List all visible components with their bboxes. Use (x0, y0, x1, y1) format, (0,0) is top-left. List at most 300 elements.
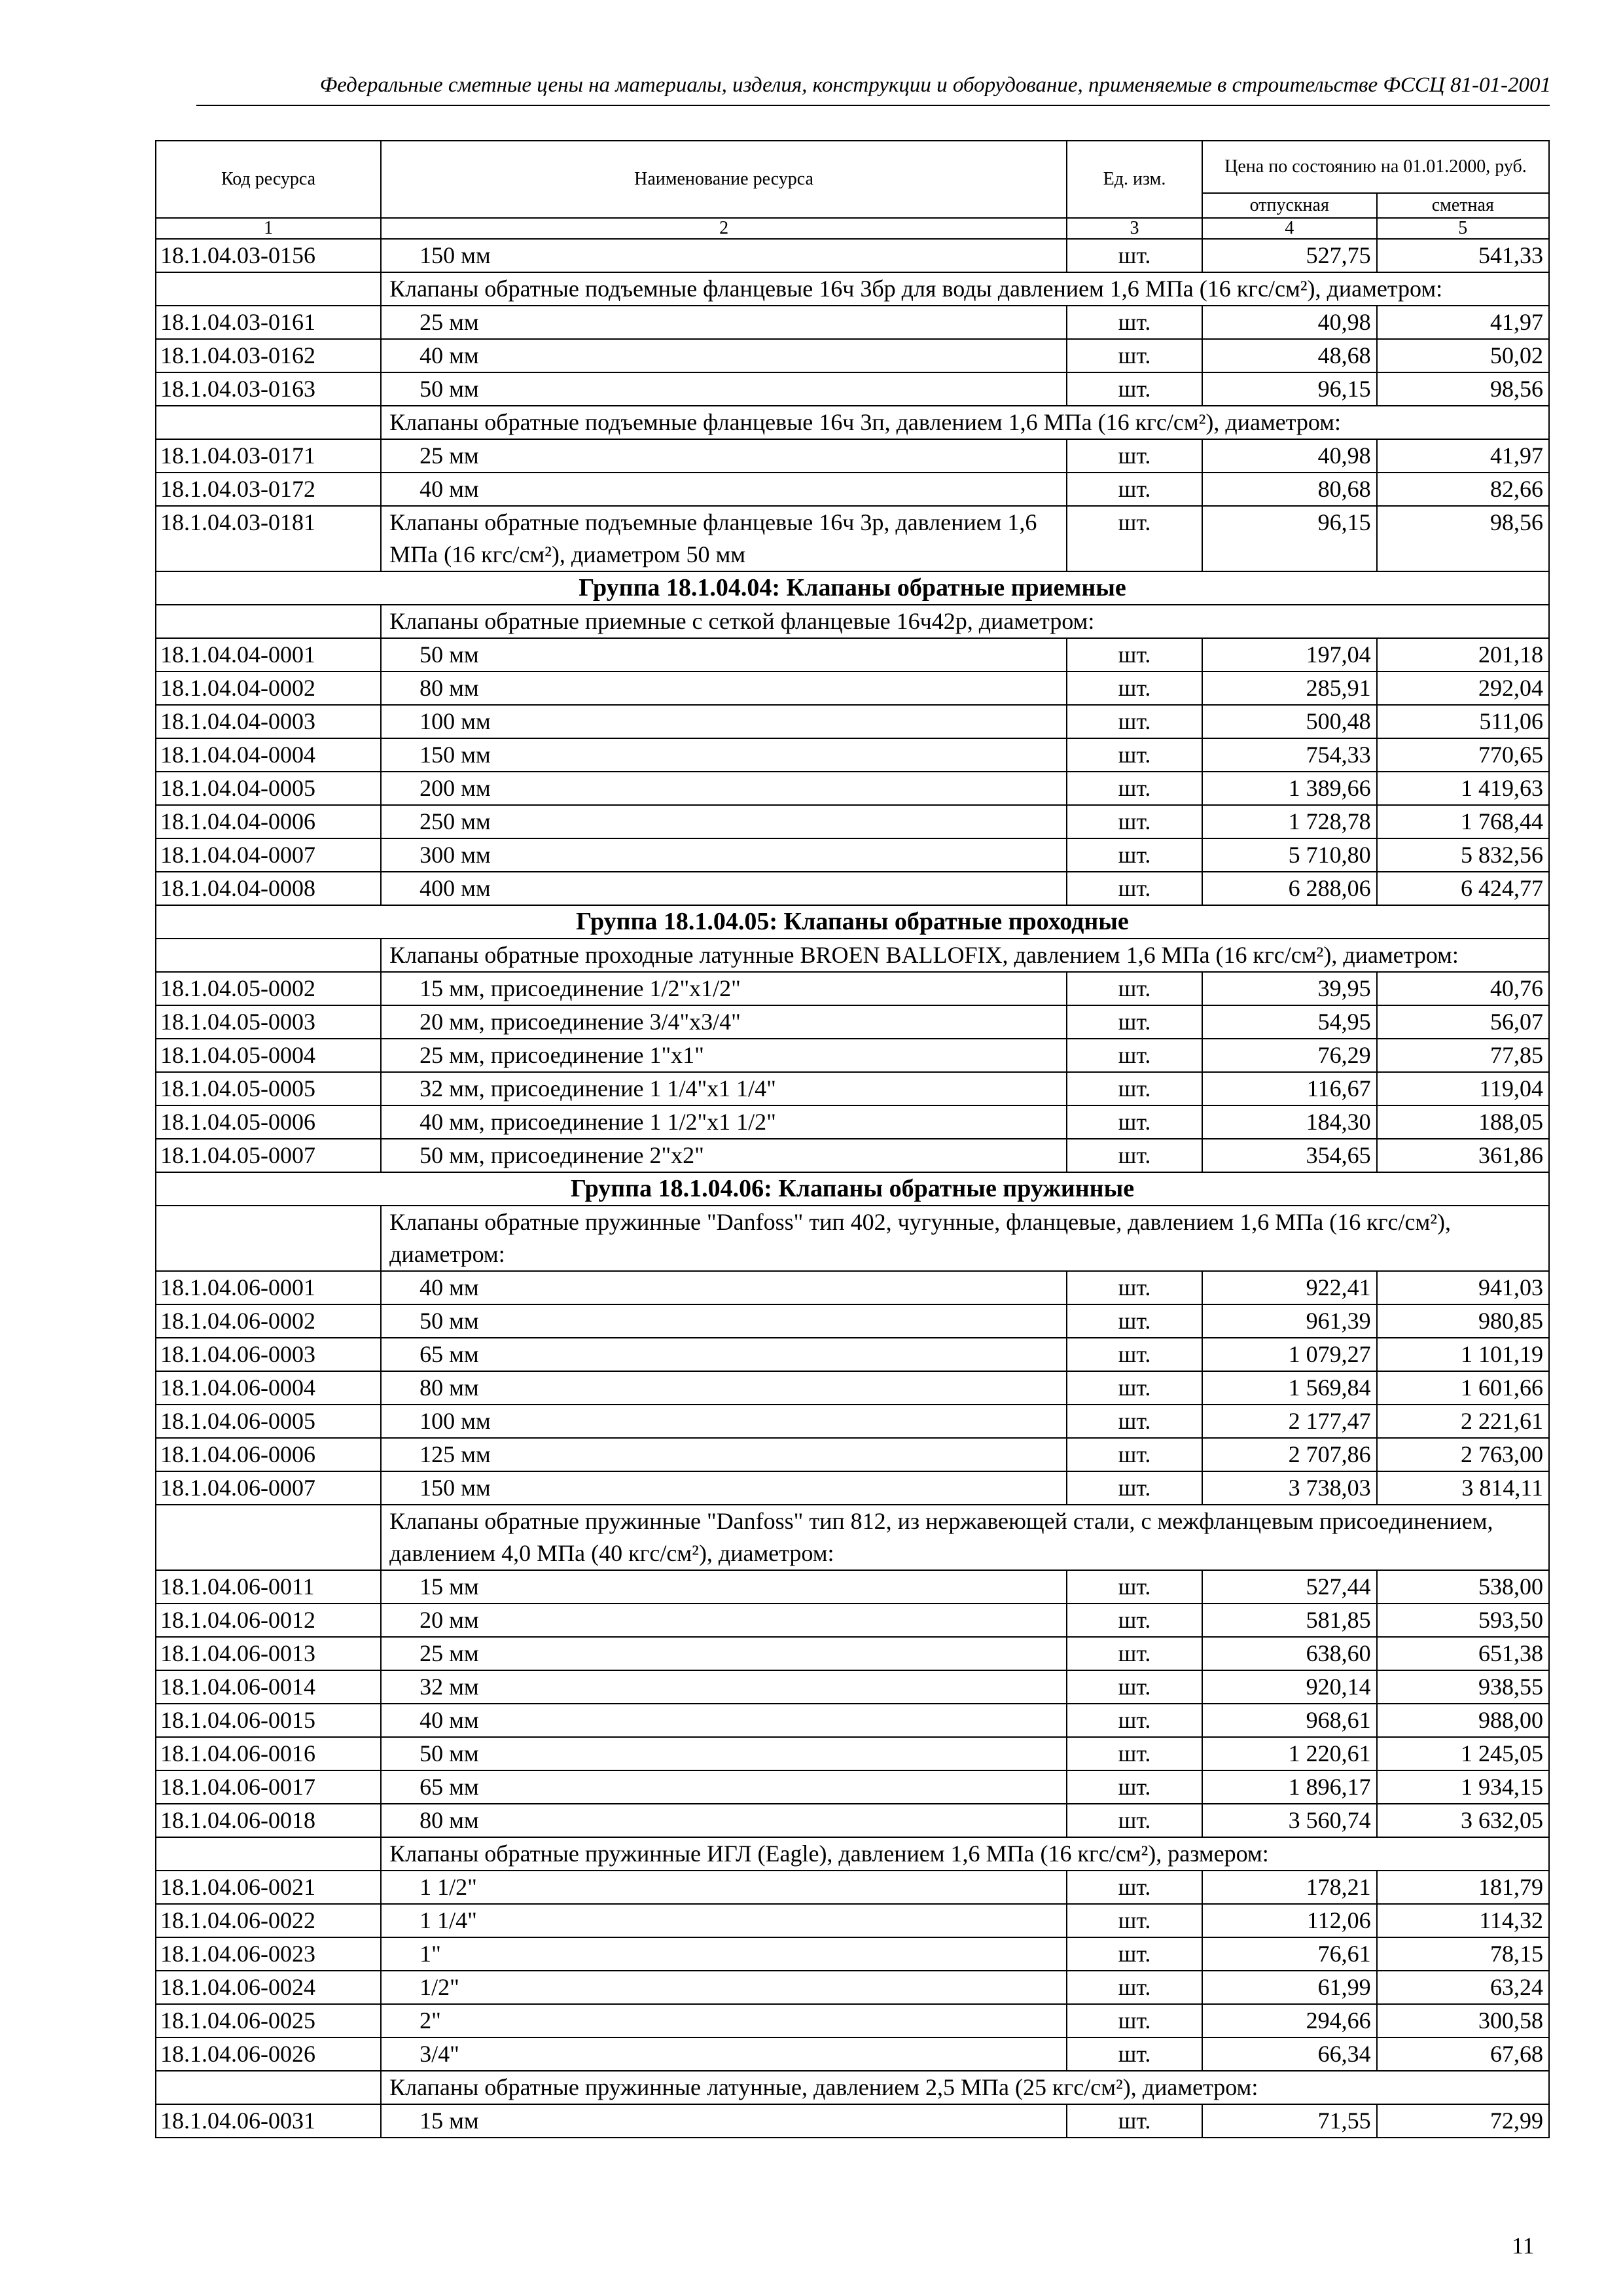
release-price: 40,98 (1202, 306, 1377, 339)
table-row (156, 306, 1549, 339)
resource-name: 15 мм (381, 1570, 1067, 1604)
subheading-text: Клапаны обратные пружинные "Danfoss" тип 402, чугунные, фланцевые, давлением 1,6 МПа (16 кгс/см²), диаметром: (381, 1206, 1549, 1271)
unit: шт. (1067, 1604, 1202, 1637)
estimate-price: 980,85 (1377, 1304, 1549, 1338)
release-price: 1 896,17 (1202, 1770, 1377, 1804)
resource-name: 40 мм, присоединение 1 1/2"x1 1/2" (381, 1105, 1067, 1139)
table-body (156, 239, 1549, 2138)
col-header-release: отпускная (1202, 193, 1377, 218)
subheading-text: Клапаны обратные подъемные фланцевые 16ч 3бр для воды давлением 1,6 МПа (16 кгс/см²), диаметром: (381, 272, 1549, 306)
unit: шт. (1067, 805, 1202, 838)
table-row (156, 1604, 1549, 1637)
table-row (156, 339, 1549, 372)
unit: шт. (1067, 1139, 1202, 1172)
estimate-price: 6 424,77 (1377, 872, 1549, 905)
release-price: 3 738,03 (1202, 1471, 1377, 1505)
unit: шт. (1067, 1704, 1202, 1737)
release-price: 39,95 (1202, 972, 1377, 1005)
col-header-price: Цена по состоянию на 01.01.2000, руб. (1202, 141, 1549, 193)
table-row (156, 1005, 1549, 1039)
unit: шт. (1067, 672, 1202, 705)
release-price: 294,66 (1202, 2004, 1377, 2037)
resource-code: 18.1.04.06-0026 (156, 2037, 381, 2071)
estimate-price: 2 763,00 (1377, 1438, 1549, 1471)
resource-name: 40 мм (381, 1271, 1067, 1304)
resource-name: 20 мм, присоединение 3/4"x3/4" (381, 1005, 1067, 1039)
release-price: 754,33 (1202, 738, 1377, 772)
resource-code: 18.1.04.06-0025 (156, 2004, 381, 2037)
subheading-row (156, 1837, 1549, 1871)
resource-code: 18.1.04.04-0003 (156, 705, 381, 738)
unit: шт. (1067, 1105, 1202, 1139)
resource-name: 50 мм, присоединение 2"x2" (381, 1139, 1067, 1172)
table-header-row (156, 141, 1549, 193)
estimate-price: 40,76 (1377, 972, 1549, 1005)
unit: шт. (1067, 1438, 1202, 1471)
release-price: 968,61 (1202, 1704, 1377, 1737)
unit: шт. (1067, 1971, 1202, 2004)
col-num: 2 (381, 218, 1067, 239)
table-row (156, 738, 1549, 772)
resource-code: 18.1.04.03-0161 (156, 306, 381, 339)
release-price: 922,41 (1202, 1271, 1377, 1304)
release-price: 71,55 (1202, 2104, 1377, 2138)
estimate-price: 988,00 (1377, 1704, 1549, 1737)
column-number-row (156, 218, 1549, 239)
estimate-price: 78,15 (1377, 1937, 1549, 1971)
table-row (156, 439, 1549, 473)
table-row (156, 2004, 1549, 2037)
table-row (156, 1804, 1549, 1837)
estimate-price: 41,97 (1377, 439, 1549, 473)
table-row (156, 1271, 1549, 1304)
col-header-unit: Ед. изм. (1067, 141, 1202, 218)
resource-name: 200 мм (381, 772, 1067, 805)
resource-name: 15 мм, присоединение 1/2"x1/2" (381, 972, 1067, 1005)
release-price: 116,67 (1202, 1072, 1377, 1105)
resource-code: 18.1.04.06-0014 (156, 1670, 381, 1704)
estimate-price: 201,18 (1377, 638, 1549, 672)
estimate-price: 1 934,15 (1377, 1770, 1549, 1804)
table-row (156, 1304, 1549, 1338)
resource-name: 32 мм, присоединение 1 1/4"x1 1/4" (381, 1072, 1067, 1105)
estimate-price: 1 601,66 (1377, 1371, 1549, 1405)
resource-name: 1 1/2" (381, 1871, 1067, 1904)
estimate-price: 300,58 (1377, 2004, 1549, 2037)
unit: шт. (1067, 1804, 1202, 1837)
table-row (156, 239, 1549, 272)
resource-name: 50 мм (381, 372, 1067, 406)
empty-code-cell (156, 1837, 381, 1871)
unit: шт. (1067, 2037, 1202, 2071)
estimate-price: 1 245,05 (1377, 1737, 1549, 1770)
estimate-price: 1 101,19 (1377, 1338, 1549, 1371)
release-price: 197,04 (1202, 638, 1377, 672)
table-row (156, 672, 1549, 705)
table-row (156, 772, 1549, 805)
resource-name: 50 мм (381, 1737, 1067, 1770)
release-price: 76,29 (1202, 1039, 1377, 1072)
resource-code: 18.1.04.05-0007 (156, 1139, 381, 1172)
resource-code: 18.1.04.06-0016 (156, 1737, 381, 1770)
unit: шт. (1067, 638, 1202, 672)
subheading-text: Клапаны обратные приемные с сеткой фланцевые 16ч42р, диаметром: (381, 605, 1549, 638)
estimate-price: 114,32 (1377, 1904, 1549, 1937)
table-row (156, 1937, 1549, 1971)
resource-name: 40 мм (381, 339, 1067, 372)
table-row (156, 1871, 1549, 1904)
unit: шт. (1067, 1039, 1202, 1072)
unit: шт. (1067, 772, 1202, 805)
unit: шт. (1067, 2104, 1202, 2138)
subheading-row (156, 1505, 1549, 1570)
resource-name: 65 мм (381, 1770, 1067, 1804)
unit: шт. (1067, 473, 1202, 506)
table-row (156, 2037, 1549, 2071)
table-row (156, 473, 1549, 506)
subheading-row (156, 272, 1549, 306)
table-row (156, 1405, 1549, 1438)
estimate-price: 1 768,44 (1377, 805, 1549, 838)
unit: шт. (1067, 1338, 1202, 1371)
estimate-price: 50,02 (1377, 339, 1549, 372)
release-price: 96,15 (1202, 372, 1377, 406)
resource-code: 18.1.04.06-0006 (156, 1438, 381, 1471)
resource-code: 18.1.04.06-0018 (156, 1804, 381, 1837)
resource-code: 18.1.04.06-0011 (156, 1570, 381, 1604)
release-price: 2 707,86 (1202, 1438, 1377, 1471)
resource-name: 20 мм (381, 1604, 1067, 1637)
resource-code: 18.1.04.03-0181 (156, 506, 381, 571)
unit: шт. (1067, 1304, 1202, 1338)
resource-name: 65 мм (381, 1338, 1067, 1371)
resource-code: 18.1.04.06-0031 (156, 2104, 381, 2138)
col-header-estimate: сметная (1377, 193, 1549, 218)
estimate-price: 361,86 (1377, 1139, 1549, 1172)
estimate-price: 770,65 (1377, 738, 1549, 772)
resource-code: 18.1.04.06-0012 (156, 1604, 381, 1637)
col-num: 5 (1377, 218, 1549, 239)
empty-code-cell (156, 939, 381, 972)
release-price: 61,99 (1202, 1971, 1377, 2004)
resource-name: 80 мм (381, 672, 1067, 705)
release-price: 54,95 (1202, 1005, 1377, 1039)
release-price: 178,21 (1202, 1871, 1377, 1904)
release-price: 1 079,27 (1202, 1338, 1377, 1371)
estimate-price: 67,68 (1377, 2037, 1549, 2071)
table-row (156, 1438, 1549, 1471)
table-row (156, 1471, 1549, 1505)
resource-code: 18.1.04.06-0017 (156, 1770, 381, 1804)
resource-code: 18.1.04.05-0003 (156, 1005, 381, 1039)
resource-name: 150 мм (381, 1471, 1067, 1505)
estimate-price: 292,04 (1377, 672, 1549, 705)
table-row (156, 638, 1549, 672)
release-price: 500,48 (1202, 705, 1377, 738)
estimate-price: 56,07 (1377, 1005, 1549, 1039)
resource-name: 150 мм (381, 239, 1067, 272)
resource-name: 40 мм (381, 1704, 1067, 1737)
resource-code: 18.1.04.03-0163 (156, 372, 381, 406)
table-row (156, 2104, 1549, 2138)
table-row (156, 1371, 1549, 1405)
resource-name: 80 мм (381, 1371, 1067, 1405)
table-row (156, 1971, 1549, 2004)
estimate-price: 3 632,05 (1377, 1804, 1549, 1837)
col-header-name: Наименование ресурса (381, 141, 1067, 218)
table-row (156, 705, 1549, 738)
empty-code-cell (156, 1505, 381, 1570)
resource-code: 18.1.04.05-0005 (156, 1072, 381, 1105)
table-row (156, 1139, 1549, 1172)
release-price: 1 569,84 (1202, 1371, 1377, 1405)
col-num: 1 (156, 218, 381, 239)
subheading-text: Клапаны обратные пружинные латунные, давлением 2,5 МПа (25 кгс/см²), диаметром: (381, 2071, 1549, 2104)
price-table (155, 140, 1550, 2138)
col-num: 4 (1202, 218, 1377, 239)
unit: шт. (1067, 1005, 1202, 1039)
release-price: 1 389,66 (1202, 772, 1377, 805)
group-heading-row (156, 571, 1549, 605)
estimate-price: 938,55 (1377, 1670, 1549, 1704)
estimate-price: 41,97 (1377, 306, 1549, 339)
estimate-price: 72,99 (1377, 2104, 1549, 2138)
table-row (156, 1072, 1549, 1105)
unit: шт. (1067, 1871, 1202, 1904)
resource-name: 1/2" (381, 1971, 1067, 2004)
resource-code: 18.1.04.06-0024 (156, 1971, 381, 2004)
empty-code-cell (156, 406, 381, 439)
resource-name: 25 мм (381, 306, 1067, 339)
resource-name: 3/4" (381, 2037, 1067, 2071)
release-price: 1 220,61 (1202, 1737, 1377, 1770)
resource-code: 18.1.04.06-0021 (156, 1871, 381, 1904)
unit: шт. (1067, 1670, 1202, 1704)
release-price: 961,39 (1202, 1304, 1377, 1338)
resource-code: 18.1.04.05-0006 (156, 1105, 381, 1139)
estimate-price: 77,85 (1377, 1039, 1549, 1072)
estimate-price: 511,06 (1377, 705, 1549, 738)
release-price: 354,65 (1202, 1139, 1377, 1172)
release-price: 3 560,74 (1202, 1804, 1377, 1837)
release-price: 40,98 (1202, 439, 1377, 473)
header-rule (196, 105, 1550, 106)
group-title: Группа 18.1.04.06: Клапаны обратные пружинные (156, 1172, 1549, 1206)
estimate-price: 651,38 (1377, 1637, 1549, 1670)
col-num: 3 (1067, 218, 1202, 239)
resource-name: 15 мм (381, 2104, 1067, 2138)
resource-name: 150 мм (381, 738, 1067, 772)
release-price: 5 710,80 (1202, 838, 1377, 872)
resource-name: 300 мм (381, 838, 1067, 872)
release-price: 112,06 (1202, 1904, 1377, 1937)
unit: шт. (1067, 1937, 1202, 1971)
unit: шт. (1067, 838, 1202, 872)
resource-name: 50 мм (381, 638, 1067, 672)
table-row (156, 1770, 1549, 1804)
release-price: 638,60 (1202, 1637, 1377, 1670)
resource-name: 25 мм (381, 439, 1067, 473)
resource-name: 25 мм, присоединение 1"x1" (381, 1039, 1067, 1072)
resource-code: 18.1.04.04-0004 (156, 738, 381, 772)
resource-code: 18.1.04.04-0006 (156, 805, 381, 838)
table-row (156, 1637, 1549, 1670)
col-header-code: Код ресурса (156, 141, 381, 218)
resource-code: 18.1.04.05-0004 (156, 1039, 381, 1072)
resource-code: 18.1.04.04-0008 (156, 872, 381, 905)
resource-code: 18.1.04.06-0004 (156, 1371, 381, 1405)
table-row (156, 1704, 1549, 1737)
table-row (156, 838, 1549, 872)
resource-name: 125 мм (381, 1438, 1067, 1471)
subheading-row (156, 605, 1549, 638)
resource-name: 32 мм (381, 1670, 1067, 1704)
running-head: Федеральные сметные цены на материалы, изделия, конструкции и оборудование, применяемые в строительстве ФССЦ 81-01-2001 (319, 73, 1551, 97)
unit: шт. (1067, 1072, 1202, 1105)
unit: шт. (1067, 1904, 1202, 1937)
table-row (156, 972, 1549, 1005)
empty-code-cell (156, 605, 381, 638)
estimate-price: 541,33 (1377, 239, 1549, 272)
unit: шт. (1067, 239, 1202, 272)
estimate-price: 593,50 (1377, 1604, 1549, 1637)
resource-name: Клапаны обратные подъемные фланцевые 16ч 3р, давлением 1,6 МПа (16 кгс/см²), диаметром 50 мм (381, 506, 1067, 571)
estimate-price: 98,56 (1377, 506, 1549, 571)
group-heading-row (156, 905, 1549, 939)
table-row (156, 1039, 1549, 1072)
resource-name: 40 мм (381, 473, 1067, 506)
resource-code: 18.1.04.04-0002 (156, 672, 381, 705)
unit: шт. (1067, 705, 1202, 738)
estimate-price: 181,79 (1377, 1871, 1549, 1904)
estimate-price: 63,24 (1377, 1971, 1549, 2004)
resource-code: 18.1.04.06-0013 (156, 1637, 381, 1670)
unit: шт. (1067, 872, 1202, 905)
unit: шт. (1067, 372, 1202, 406)
empty-code-cell (156, 272, 381, 306)
table-row (156, 506, 1549, 571)
estimate-price: 188,05 (1377, 1105, 1549, 1139)
table-row (156, 1904, 1549, 1937)
estimate-price: 5 832,56 (1377, 838, 1549, 872)
estimate-price: 2 221,61 (1377, 1405, 1549, 1438)
resource-code: 18.1.04.03-0172 (156, 473, 381, 506)
estimate-price: 119,04 (1377, 1072, 1549, 1105)
resource-name: 1" (381, 1937, 1067, 1971)
unit: шт. (1067, 1570, 1202, 1604)
unit: шт. (1067, 339, 1202, 372)
release-price: 6 288,06 (1202, 872, 1377, 905)
subheading-row (156, 406, 1549, 439)
subheading-row (156, 2071, 1549, 2104)
subheading-text: Клапаны обратные подъемные фланцевые 16ч 3п, давлением 1,6 МПа (16 кгс/см²), диаметром: (381, 406, 1549, 439)
table-row (156, 1570, 1549, 1604)
subheading-row (156, 939, 1549, 972)
table-row (156, 872, 1549, 905)
estimate-price: 1 419,63 (1377, 772, 1549, 805)
release-price: 527,75 (1202, 239, 1377, 272)
subheading-row (156, 1206, 1549, 1271)
resource-name: 400 мм (381, 872, 1067, 905)
empty-code-cell (156, 1206, 381, 1271)
resource-code: 18.1.04.06-0015 (156, 1704, 381, 1737)
unit: шт. (1067, 1271, 1202, 1304)
release-price: 527,44 (1202, 1570, 1377, 1604)
release-price: 920,14 (1202, 1670, 1377, 1704)
resource-code: 18.1.04.04-0001 (156, 638, 381, 672)
resource-name: 50 мм (381, 1304, 1067, 1338)
unit: шт. (1067, 2004, 1202, 2037)
release-price: 184,30 (1202, 1105, 1377, 1139)
table-row (156, 805, 1549, 838)
unit: шт. (1067, 738, 1202, 772)
estimate-price: 98,56 (1377, 372, 1549, 406)
release-price: 48,68 (1202, 339, 1377, 372)
table-row (156, 372, 1549, 406)
resource-code: 18.1.04.04-0007 (156, 838, 381, 872)
unit: шт. (1067, 1405, 1202, 1438)
subheading-text: Клапаны обратные пружинные "Danfoss" тип 812, из нержавеющей стали, с межфланцевым присоединением, давлением 4,0 МПа (40 кгс/см²), диаметром: (381, 1505, 1549, 1570)
release-price: 66,34 (1202, 2037, 1377, 2071)
resource-code: 18.1.04.03-0162 (156, 339, 381, 372)
group-title: Группа 18.1.04.05: Клапаны обратные проходные (156, 905, 1549, 939)
resource-code: 18.1.04.06-0022 (156, 1904, 381, 1937)
unit: шт. (1067, 972, 1202, 1005)
resource-code: 18.1.04.05-0002 (156, 972, 381, 1005)
resource-code: 18.1.04.03-0171 (156, 439, 381, 473)
release-price: 80,68 (1202, 473, 1377, 506)
resource-name: 80 мм (381, 1804, 1067, 1837)
unit: шт. (1067, 1471, 1202, 1505)
resource-name: 100 мм (381, 705, 1067, 738)
subheading-text: Клапаны обратные пружинные ИГЛ (Eagle), давлением 1,6 МПа (16 кгс/см²), размером: (381, 1837, 1549, 1871)
release-price: 96,15 (1202, 506, 1377, 571)
release-price: 1 728,78 (1202, 805, 1377, 838)
release-price: 76,61 (1202, 1937, 1377, 1971)
resource-code: 18.1.04.06-0002 (156, 1304, 381, 1338)
release-price: 581,85 (1202, 1604, 1377, 1637)
empty-code-cell (156, 2071, 381, 2104)
release-price: 2 177,47 (1202, 1405, 1377, 1438)
resource-code: 18.1.04.06-0005 (156, 1405, 381, 1438)
resource-name: 1 1/4" (381, 1904, 1067, 1937)
table-row (156, 1737, 1549, 1770)
resource-name: 2" (381, 2004, 1067, 2037)
unit: шт. (1067, 506, 1202, 571)
resource-code: 18.1.04.06-0007 (156, 1471, 381, 1505)
resource-code: 18.1.04.03-0156 (156, 239, 381, 272)
resource-name: 250 мм (381, 805, 1067, 838)
resource-name: 25 мм (381, 1637, 1067, 1670)
table-row (156, 1338, 1549, 1371)
table-row (156, 1670, 1549, 1704)
estimate-price: 941,03 (1377, 1271, 1549, 1304)
unit: шт. (1067, 306, 1202, 339)
estimate-price: 3 814,11 (1377, 1471, 1549, 1505)
page-number: 11 (1512, 2233, 1535, 2259)
table-row (156, 1105, 1549, 1139)
release-price: 285,91 (1202, 672, 1377, 705)
unit: шт. (1067, 439, 1202, 473)
subheading-text: Клапаны обратные проходные латунные BROEN BALLOFIX, давлением 1,6 МПа (16 кгс/см²), диаметром: (381, 939, 1549, 972)
unit: шт. (1067, 1770, 1202, 1804)
resource-name: 100 мм (381, 1405, 1067, 1438)
resource-code: 18.1.04.06-0023 (156, 1937, 381, 1971)
estimate-price: 538,00 (1377, 1570, 1549, 1604)
resource-code: 18.1.04.04-0005 (156, 772, 381, 805)
unit: шт. (1067, 1371, 1202, 1405)
unit: шт. (1067, 1737, 1202, 1770)
